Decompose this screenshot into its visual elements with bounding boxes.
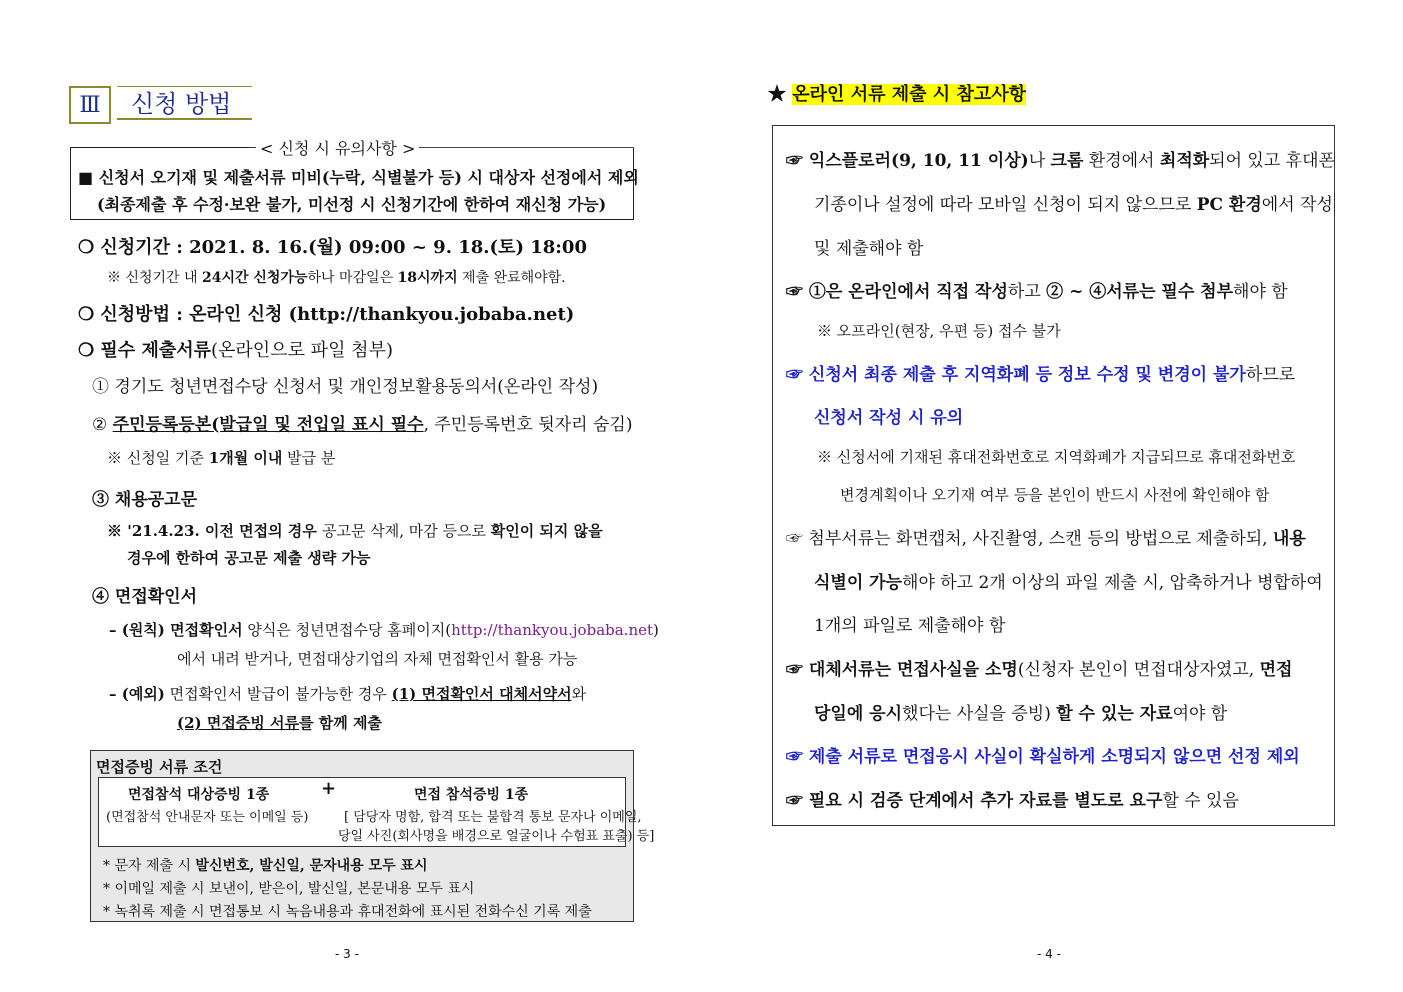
- doc-1: ① 경기도 청년면접수당 신청서 및 개인정보활용동의서(온라인 작성): [92, 377, 599, 397]
- period-label: ❍ 신청기간 : 2021. 8. 16.(월) 09:00 ~ 9. 18.(토) 18:00: [78, 237, 587, 258]
- page-number-left: - 3 -: [335, 947, 359, 961]
- section-title: 신청 방법: [117, 86, 252, 120]
- docs-label: ❍ 필수 제출서류(온라인으로 파일 첨부): [78, 340, 393, 361]
- section-number: Ⅲ: [69, 86, 111, 124]
- right-title: ★ 온라인 서류 제출 시 참고사항: [768, 84, 1027, 105]
- doc-3-note-line-2: 경우에 한하여 공고문 제출 생략 가능: [127, 549, 371, 567]
- ref-item-3-line-2: 신청서 작성 시 유의: [814, 408, 964, 428]
- period-note: ※ 신청기간 내 24시간 신청가능하나 마감일은 18시까지 제출 완료해야함.: [107, 270, 566, 286]
- ref-item-6: ☞ 제출 서류로 면접응시 사실이 확실하게 소명되지 않으면 선정 제외: [786, 747, 1300, 767]
- ref-item-5: ☞ 대체서류는 면접사실을 소명(신청자 본인이 면접대상자였고, 면접: [786, 660, 1293, 680]
- notice-title: < 신청 시 유의사항 >: [256, 136, 419, 159]
- notice-line-1: ■ 신청서 오기재 및 제출서류 미비(누락, 식별불가 등) 시 대상자 선정에서 제외: [78, 168, 639, 187]
- condition-right-sub-2: 당일 사진(회사명을 배경으로 얼굴이나 수험표 표출) 등]: [338, 829, 655, 844]
- ref-item-3-note-2: 변경계획이나 오기재 여부 등을 본인이 반드시 사전에 확인해야 함: [840, 486, 1270, 504]
- doc-4-principle: – (원칙) 면접확인서 양식은 청년면접수당 홈페이지(http://thankyou.jobaba.net): [109, 621, 659, 639]
- condition-title: 면접증빙 서류 조건: [96, 758, 223, 776]
- doc-4-exception: – (예외) 면접확인서 발급이 불가능한 경우 (1) 면접확인서 대체서약서와: [109, 685, 587, 703]
- condition-left-title: 면접참석 대상증빙 1종: [128, 787, 270, 803]
- star-icon: ★: [768, 84, 786, 105]
- condition-right-title: 면접 참석증빙 1종: [414, 787, 529, 803]
- ref-item-1-line-2: 기종이나 설정에 따라 모바일 신청이 되지 않으므로 PC 환경에서 작성: [814, 195, 1333, 215]
- ref-item-3-note-1: ※ 신청서에 기재된 휴대전화번호로 지역화폐가 지급되므로 휴대전화번호: [817, 448, 1296, 466]
- condition-note-1: * 문자 제출 시 발신번호, 발신일, 문자내용 모두 표시: [103, 858, 428, 874]
- ref-item-3: ☞ 신청서 최종 제출 후 지역화폐 등 정보 수정 및 변경이 불가하므로: [786, 365, 1296, 385]
- ref-item-1-line-3: 및 제출해야 함: [814, 239, 924, 259]
- ref-item-4-line-3: 1개의 파일로 제출해야 함: [814, 616, 1006, 636]
- ref-item-1: ☞ 익스플로러(9, 10, 11 이상)나 크롬 환경에서 최적화되어 있고 휴대폰: [786, 151, 1335, 171]
- condition-plus: +: [321, 778, 337, 799]
- doc-2-note: ※ 신청일 기준 1개월 이내 발급 분: [107, 449, 336, 467]
- doc-3-note: ※ '21.4.23. 이전 면접의 경우 공고문 삭제, 마감 등으로 확인이 되지 않을: [107, 522, 603, 540]
- condition-right-sub-1: [ 담당자 명함, 합격 또는 불합격 통보 문자나 이메일,: [344, 810, 642, 825]
- ref-item-4: ☞ 첨부서류는 화면캡처, 사진촬영, 스캔 등의 방법으로 제출하되, 내용: [786, 529, 1306, 549]
- notice-line-2: (최종제출 후 수정·보완 불가, 미선정 시 신청기간에 한하여 재신청 가능): [97, 195, 607, 214]
- ref-item-7: ☞ 필요 시 검증 단계에서 추가 자료를 별도로 요구할 수 있음: [786, 791, 1239, 811]
- condition-note-2: * 이메일 제출 시 보낸이, 받은이, 발신일, 본문내용 모두 표시: [103, 881, 475, 897]
- doc-4-exception-line-2: (2) 면접증빙 서류를 함께 제출: [177, 714, 382, 732]
- condition-note-3: * 녹취록 제출 시 면접통보 시 녹음내용과 휴대전화에 표시된 전화수신 기록 제출: [103, 904, 592, 920]
- doc-4-principle-line-2: 에서 내려 받거나, 면접대상기업의 자체 면접확인서 활용 가능: [177, 650, 578, 668]
- doc-3: ③ 채용공고문: [92, 490, 198, 510]
- condition-left-sub: (면접참석 안내문자 또는 이메일 등): [106, 810, 309, 825]
- method-label: ❍ 신청방법 : 온라인 신청 (http://thankyou.jobaba.net): [78, 304, 575, 325]
- ref-item-2: ☞ ①은 온라인에서 직접 작성하고 ② ~ ④서류는 필수 첨부해야 함: [786, 282, 1288, 302]
- doc-4: ④ 면접확인서: [92, 587, 198, 607]
- ref-item-5-line-2: 당일에 응시했다는 사실을 증빙) 할 수 있는 자료여야 함: [814, 704, 1228, 724]
- doc-2: ② 주민등록등본(발급일 및 전입일 표시 필수, 주민등록번호 뒷자리 숨김): [92, 415, 633, 435]
- ref-item-4-line-2: 식별이 가능해야 하고 2개 이상의 파일 제출 시, 압축하거나 병합하여: [814, 573, 1323, 593]
- page-number-right: - 4 -: [1037, 947, 1061, 961]
- ref-item-2-note: ※ 오프라인(현장, 우편 등) 접수 불가: [817, 322, 1061, 340]
